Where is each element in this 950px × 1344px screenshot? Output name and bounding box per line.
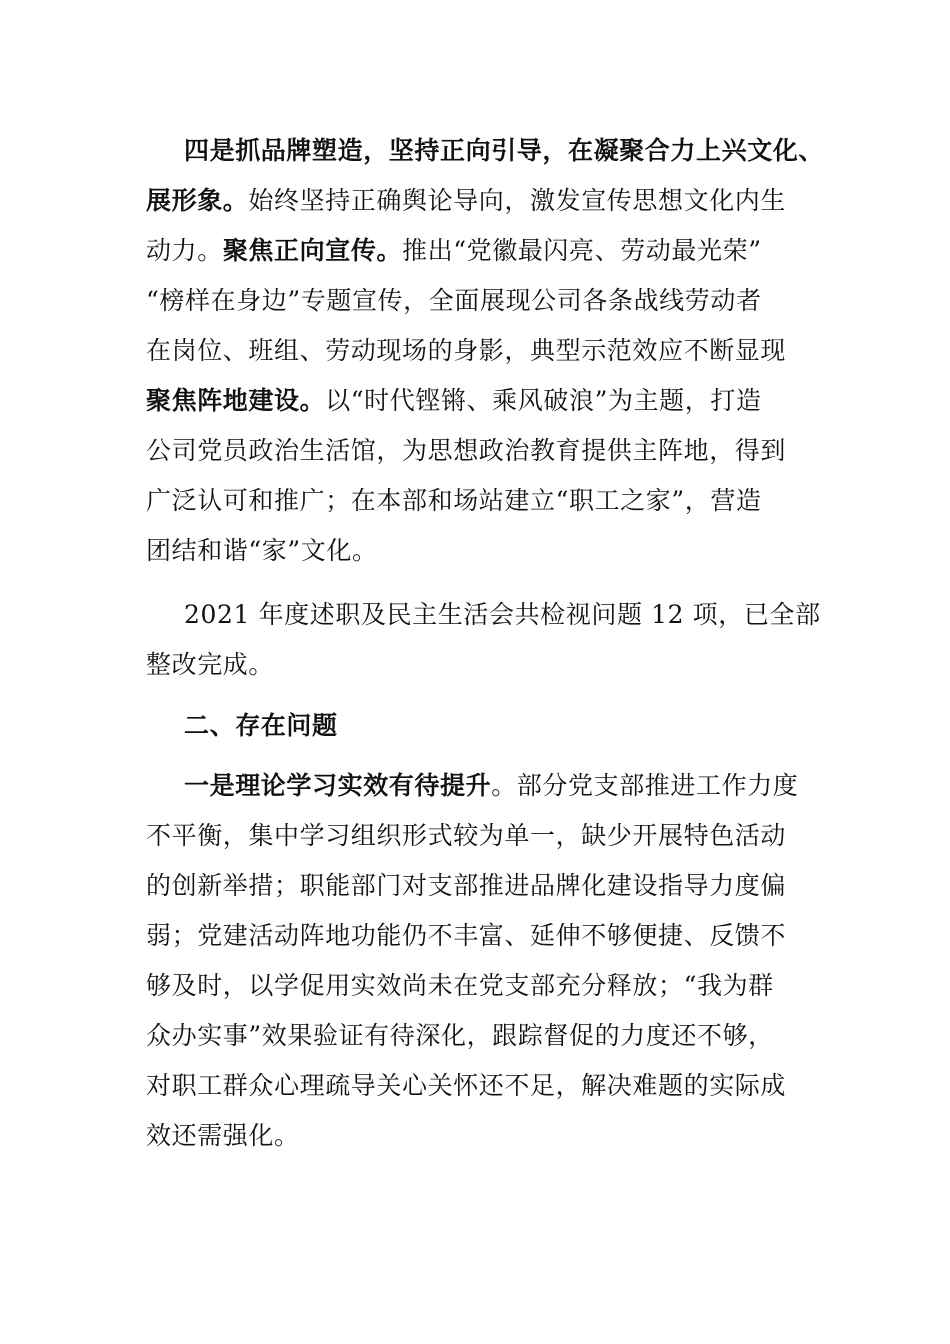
body-text: 以“时代铿锵、乘风破浪”为主题，打造 — [325, 386, 762, 415]
body-text: 够及时，以学促用实效尚未在党支部充分释放；“我为群 — [146, 971, 774, 1000]
bold-heading-text: 四是抓品牌塑造，坚持正向引导，在凝聚合力上兴文化、 — [184, 136, 825, 165]
bold-heading-text: 展形象。 — [146, 186, 249, 215]
body-text: 始终坚持正确舆论导向，激发宣传思想文化内生 — [248, 186, 787, 215]
body-text: 整改完成。 — [146, 650, 275, 679]
body-text: “榜样在身边”专题宣传，全面展现公司各条战线劳动者 — [146, 286, 762, 315]
body-text: 众办实事”效果验证有待深化，跟踪督促的力度还不够， — [146, 1021, 774, 1050]
paragraph-line — [184, 136, 824, 166]
paragraph-line — [146, 1121, 300, 1151]
paragraph-line — [146, 650, 274, 680]
body-text: 弱；党建活动阵地功能仍不丰富、延伸不够便捷、反馈不 — [146, 921, 787, 950]
paragraph-line — [146, 536, 378, 566]
bold-heading-text: 一是理论学习实效有待提升 — [184, 771, 492, 800]
body-text: 公司党员政治生活馆，为思想政治教育提供主阵地，得到 — [146, 436, 787, 465]
body-text: 推出“党徽最闪亮、劳动最光荣” — [402, 236, 762, 265]
paragraph-line — [184, 600, 821, 630]
paragraph-line — [146, 186, 786, 216]
paragraph-line — [146, 236, 762, 266]
paragraph-line — [146, 971, 774, 1001]
bold-heading-text: 聚焦阵地建设。 — [146, 386, 326, 415]
paragraph-line — [146, 286, 762, 316]
body-text: 广泛认可和推广；在本部和场站建立“职工之家”，营造 — [146, 486, 762, 515]
bold-heading-text: 聚焦正向宣传。 — [222, 236, 403, 265]
paragraph-line — [146, 1021, 774, 1051]
body-text: 2021 年度述职及民主生活会共检视问题 12 项，已全部 — [184, 600, 821, 629]
body-text: 团结和谐“家”文化。 — [146, 536, 378, 565]
section-heading: 二、存在问题 — [184, 711, 338, 740]
body-text: 对职工群众心理疏导关心关怀还不足，解决难题的实际成 — [146, 1071, 787, 1100]
paragraph-line — [146, 486, 762, 516]
paragraph-line — [146, 821, 786, 851]
paragraph-line — [146, 386, 762, 416]
paragraph-line — [146, 436, 786, 466]
body-text: 。部分党支部推进工作力度 — [491, 771, 799, 800]
body-text: 不平衡，集中学习组织形式较为单一，缺少开展特色活动 — [146, 821, 787, 850]
body-text: 动力。 — [146, 236, 223, 265]
paragraph-line — [146, 921, 786, 951]
paragraph-line — [146, 871, 786, 901]
body-text: 效还需强化。 — [146, 1121, 300, 1150]
paragraph-line — [184, 771, 798, 801]
body-text: 的创新举措；职能部门对支部推进品牌化建设指导力度偏 — [146, 871, 787, 900]
paragraph-line — [146, 336, 786, 366]
paragraph-line — [146, 1071, 786, 1101]
body-text: 在岗位、班组、劳动现场的身影，典型示范效应不断显现 — [146, 336, 787, 365]
